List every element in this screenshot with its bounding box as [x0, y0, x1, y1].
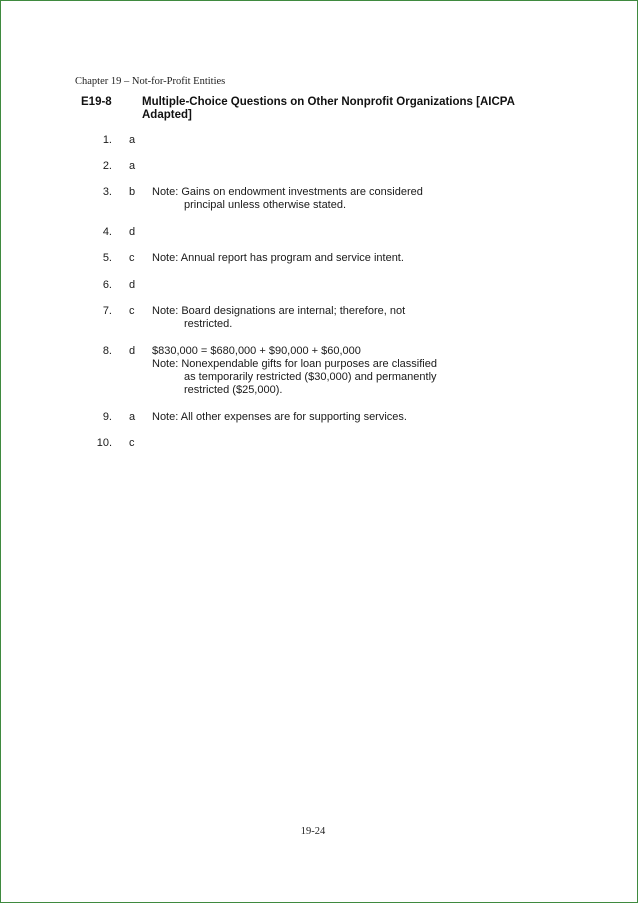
answer-number: 4.: [102, 226, 112, 238]
note-line: Note: All other expenses are for supporting services.: [152, 411, 407, 423]
answer-number: 5.: [102, 252, 112, 264]
answer-note: [152, 411, 482, 424]
answer-number: 6.: [102, 279, 112, 291]
answer-letter: a: [129, 160, 136, 172]
answer-number: 2.: [102, 160, 112, 172]
answer-letter: d: [129, 345, 136, 357]
note-line: restricted.: [184, 318, 233, 330]
answer-number: 10.: [96, 437, 112, 449]
answer-number: 1.: [102, 134, 112, 146]
page-number: 19-24: [300, 826, 326, 837]
answer-note: [152, 252, 482, 265]
note-line: restricted ($25,000).: [184, 384, 283, 396]
answer-letter: a: [129, 134, 136, 146]
answer-number: 3.: [102, 186, 112, 198]
note-line: Note: Nonexpendable gifts for loan purposes are classified: [152, 358, 437, 370]
note-line: $830,000 = $680,000 + $90,000 + $60,000: [152, 345, 361, 357]
answer-note: [152, 186, 482, 212]
exercise-title: Multiple-Choice Questions on Other Nonprofit Organizations [AICPA Adapted]: [142, 96, 515, 121]
note-line: Note: Annual report has program and service intent.: [152, 252, 404, 264]
answer-number: 7.: [102, 305, 112, 317]
note-line: principal unless otherwise stated.: [184, 199, 347, 211]
answer-number: 8.: [102, 345, 112, 357]
answer-letter: c: [129, 437, 135, 449]
exercise-id: E19-8: [81, 96, 112, 108]
answer-letter: c: [129, 305, 135, 317]
answer-letter: d: [129, 226, 136, 238]
note-line: Note: Gains on endowment investments are considered: [152, 186, 423, 198]
answer-note: [152, 345, 482, 397]
answer-note: [152, 305, 482, 331]
answer-letter: d: [129, 279, 136, 291]
answer-letter: a: [129, 411, 136, 423]
answer-number: 9.: [102, 411, 112, 423]
answer-letter: c: [129, 252, 135, 264]
note-line: as temporarily restricted ($30,000) and permanently: [184, 371, 437, 383]
answer-letter: b: [129, 186, 136, 198]
note-line: Note: Board designations are internal; therefore, not: [152, 305, 406, 317]
chapter-header: Chapter 19 – Not-for-Profit Entities: [75, 76, 226, 87]
